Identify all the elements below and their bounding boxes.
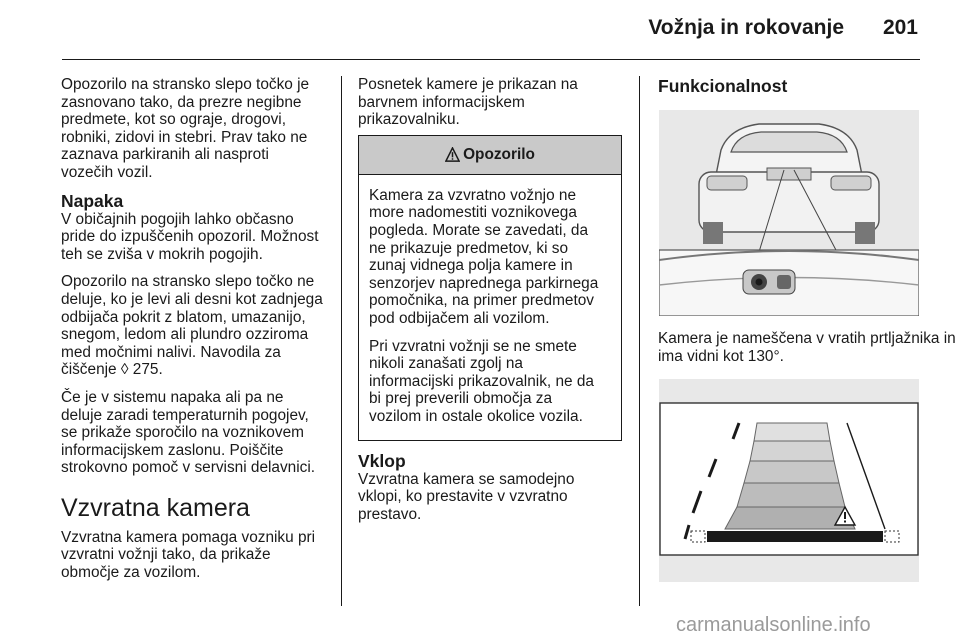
camera-paragraph: Vzvratna kamera pomaga vozniku pri vzvratni vožnji tako, da prikaže območje za vozilom.	[61, 528, 316, 582]
header-title: Vožnja in rokovanje	[648, 16, 844, 39]
column-2	[358, 76, 626, 533]
column-3	[658, 76, 926, 96]
display-paragraph: Posnetek kamere je prikazan na barvnem informacijskem prikazovalniku.	[358, 76, 578, 129]
page-number: 201	[882, 16, 918, 39]
camera-caption: Kamera je nameščena v vratih prtljažnika in ima vidni kot 130°.	[658, 330, 956, 365]
parking-guidelines-drawing	[659, 379, 919, 582]
warning-icon	[445, 147, 460, 162]
camera-heading: Vzvratna kamera	[61, 493, 250, 522]
warning-body	[359, 175, 621, 440]
car-rear-drawing	[659, 110, 919, 316]
warning-paragraph-1: Kamera za vzvratno vožnjo ne more nadomestiti voznikovega pogleda. Morate se zavedati, da ne prikazuje predmetov, ki so zunaj vidnega polja kamere in senzorjev naprednega parkirnega pomočnika, na primer predmetov pod odbijačem ali vozilom.	[369, 186, 599, 327]
camera-display-illustration	[659, 379, 919, 582]
rear-camera-location-illustration	[659, 110, 919, 316]
functionality-heading: Funkcionalnost	[658, 76, 788, 96]
warning-title: Opozorilo	[463, 145, 535, 163]
warning-paragraph-2: Pri vzvratni vožnji se ne smete nikoli zanašati zgolj na informacijski prikazovalnik, ne da bi prej preverili območja za vozilom in ostale okolice vozila.	[369, 337, 594, 425]
switch-on-paragraph: Vzvratna kamera se samodejno vklopi, ko prestavite v vzvratno prestavo.	[358, 470, 575, 523]
fault-paragraph-2: Opozorilo na stransko slepo točko ne deluje, ko je levi ali desni kot zadnjega odbijača pokrit z blatom, umazanijo, snegom, ledom ali plundro ozziroma med močnimi nalivi. Navodila za čiščenje ◊ 275.	[61, 273, 323, 379]
intro-paragraph: Opozorilo na stransko slepo točko je zasnovano tako, da prezre negibne predmete, kot so ograje, drogovi, robniki, zidovi in stebri. Prav tako ne zaznava parkiranih ali nasproti vozečih vozil.	[61, 76, 310, 181]
fault-paragraph-1: V običajnih pogojih lahko občasno pride do izpuščenih opozoril. Možnost teh se zviša v mokrih pogojih.	[61, 210, 319, 263]
column-divider-2	[639, 76, 640, 606]
warning-box	[358, 135, 622, 441]
header-rule	[62, 59, 920, 60]
column-divider-1	[341, 76, 342, 606]
column-1	[61, 76, 333, 592]
switch-on-heading: Vklop	[358, 450, 406, 471]
fault-paragraph-3: Če je v sistemu napaka ali pa ne deluje zaradi temperaturnih pogojev, se prikaže sporočilo na voznikovem informacijskem zaslonu. Poiščite strokovno pomoč v servisni delavnici.	[61, 388, 316, 477]
warning-header	[359, 136, 621, 175]
fault-heading: Napaka	[61, 190, 124, 211]
watermark: carmanualsonline.info	[676, 614, 871, 636]
